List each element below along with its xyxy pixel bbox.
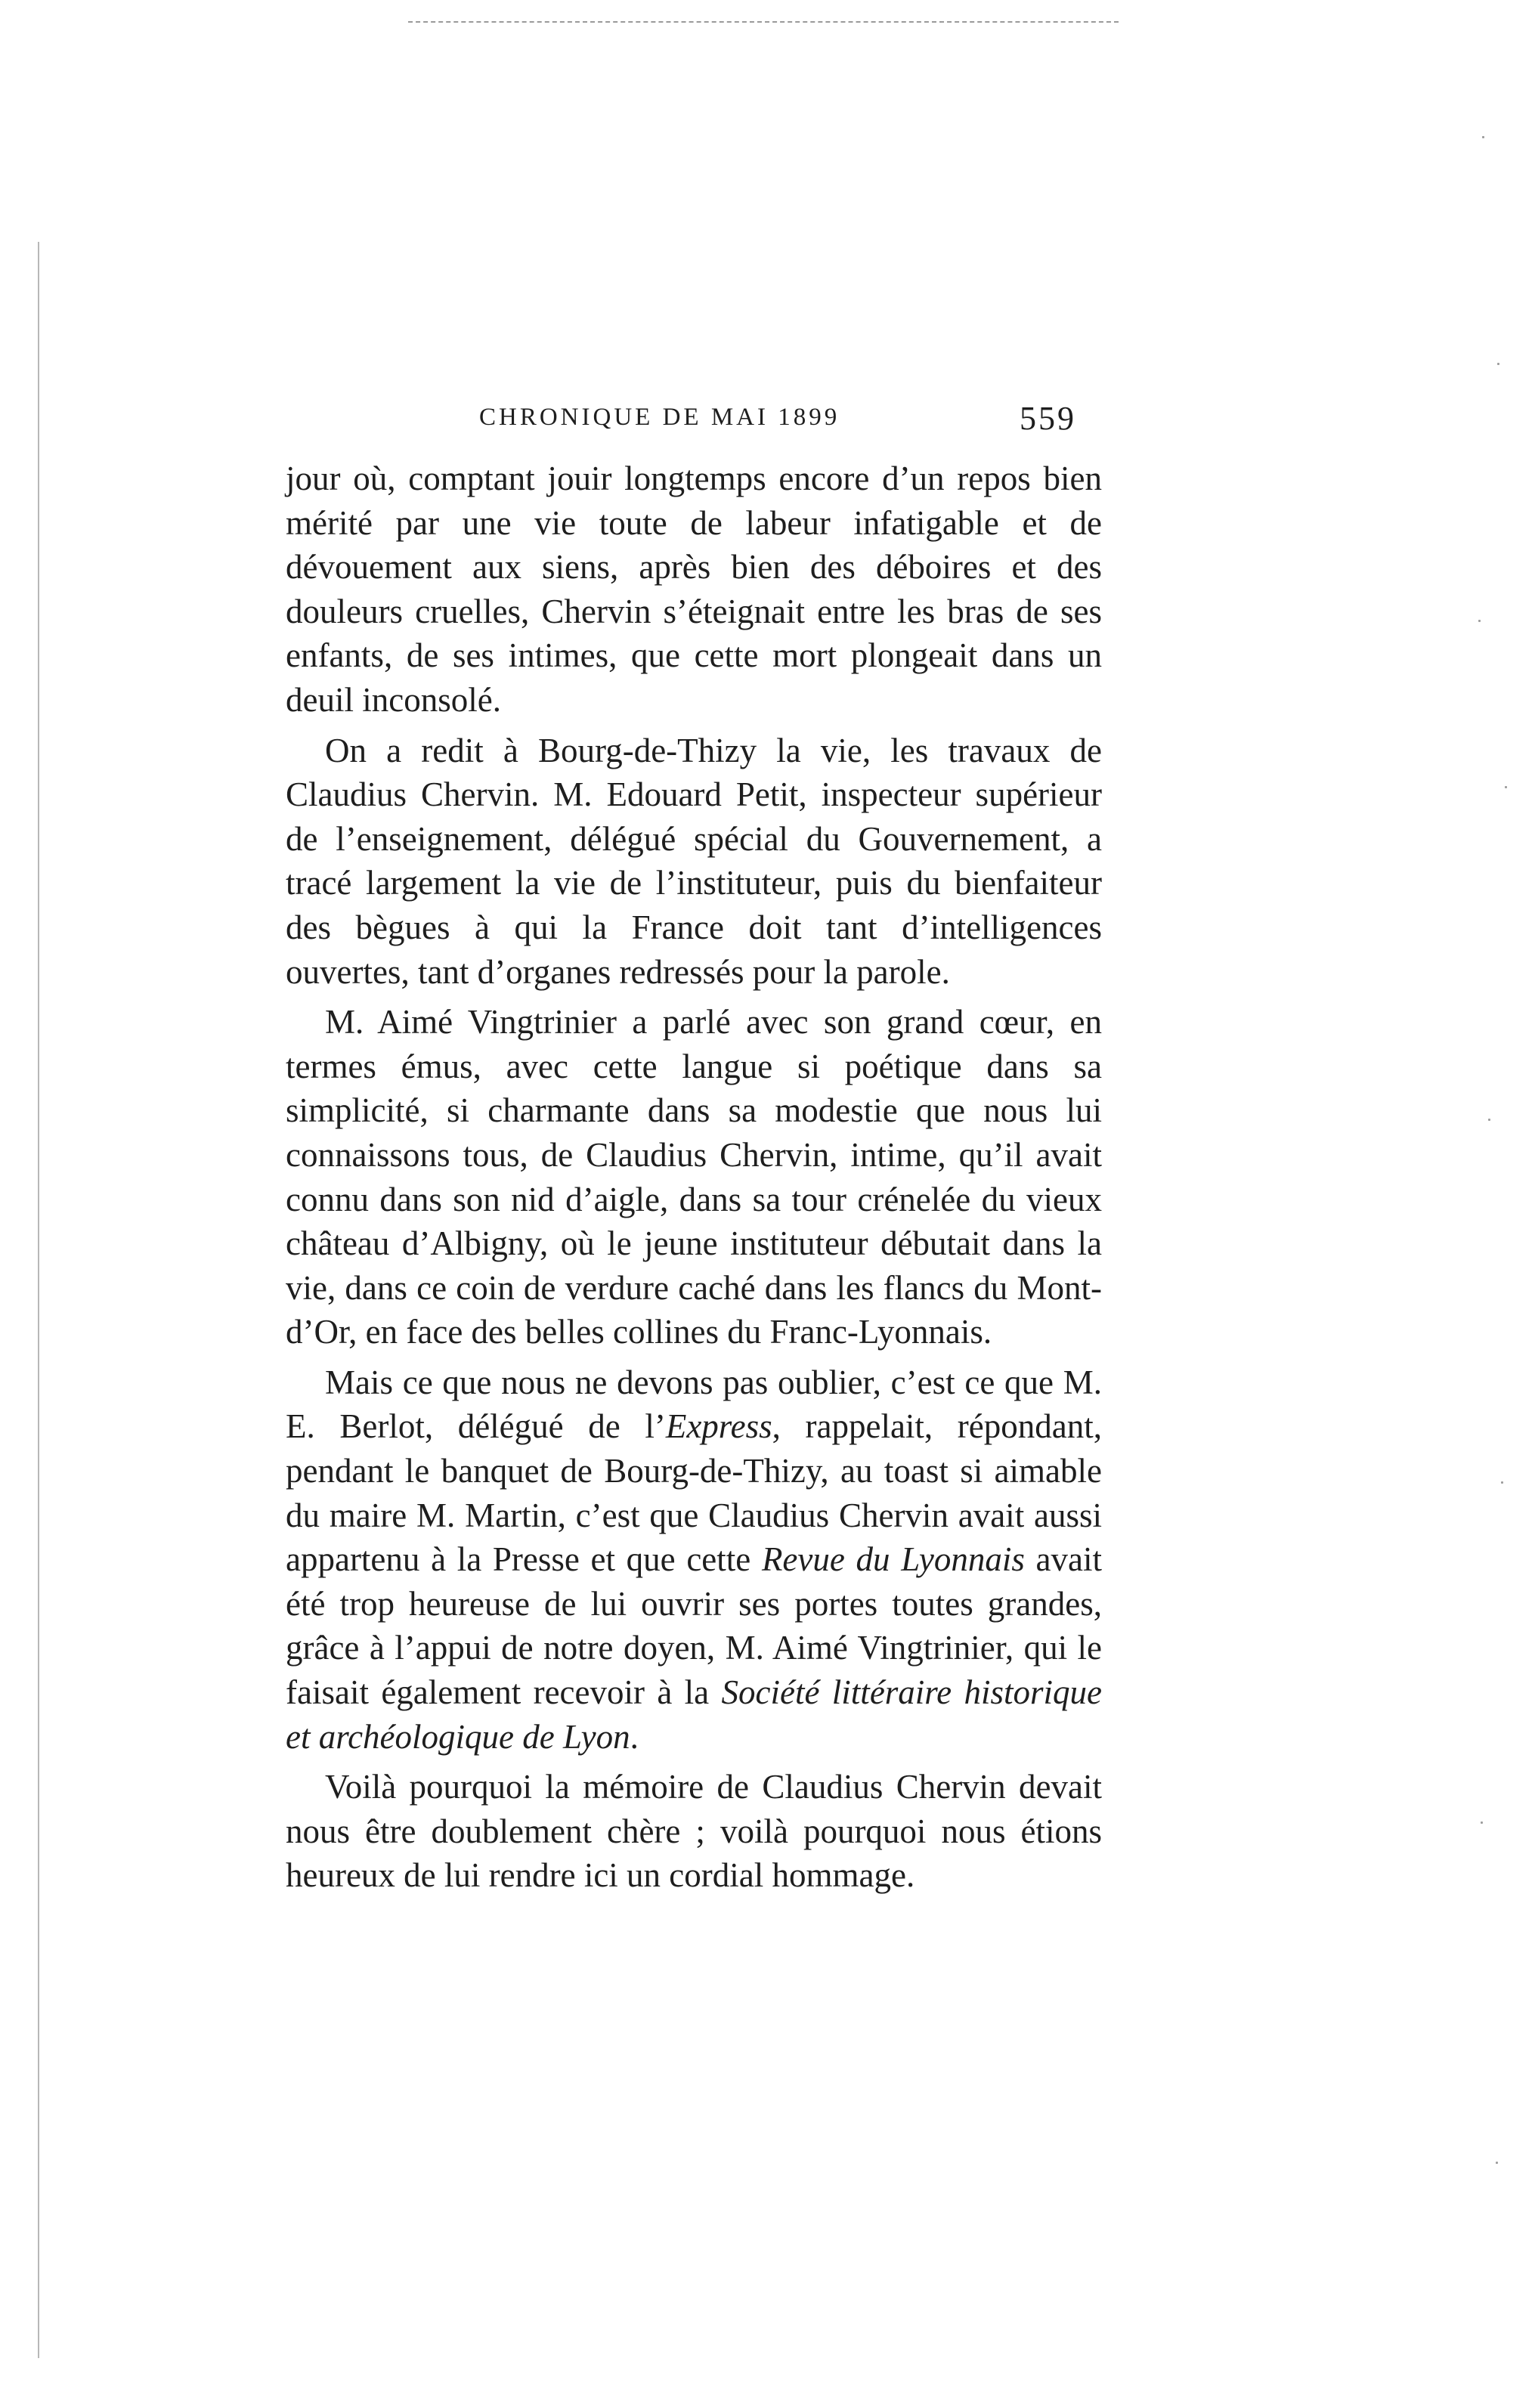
- running-title: CHRONIQUE DE MAI 1899: [479, 404, 840, 431]
- societe-litteraire-title: Société littéraire historique et archéologique de Lyon: [286, 1673, 1102, 1756]
- top-edge-rule: [408, 21, 1119, 23]
- scan-specks: [1475, 45, 1520, 2388]
- paragraph-4-text: Mais ce que nous ne devons pas oublier, c’est ce que M. E. Berlot, délégué de l’: [286, 1363, 1102, 1446]
- paragraph-3: M. Aimé Vingtrinier a parlé avec son grand cœur, en termes émus, avec cette langue si poétique dans sa simplicité, si charmante dans sa modestie que nous lui connaissons tous, de Claudius Chervin, intime, qu’il avait connu dans son nid d’aigle, dans sa tour crénelée du vieux château d’Albigny, où le jeune instituteur débutait dans la vie, dans ce coin de verdure caché dans les flancs du Mont-d’Or, en face des belles collines du Franc-Lyonnais.: [286, 1003, 1102, 1351]
- body-text: [286, 457, 1102, 1904]
- paragraph-2: On a redit à Bourg-de-Thizy la vie, les travaux de Claudius Chervin. M. Edouard Petit, inspecteur supérieur de l’enseignement, délégué spécial du Gouvernement, a tracé largement la vie de l’instituteur, puis du bienfaiteur des bègues à qui la France doit tant d’intelligences ouvertes, tant d’organes redressés pour la parole.: [286, 731, 1102, 991]
- paragraph-4-text: avait été trop heureuse de lui ouvrir ses portes toutes grandes, grâce à l’appui de notre doyen, M. Aimé Vingtrinier, qui le faisait également recevoir à la: [286, 1540, 1102, 1712]
- left-margin-rule: [38, 242, 39, 2358]
- paragraph-1: jour où, comptant jouir longtemps encore d’un repos bien mérité par une vie toute de labeur infatigable et de dévouement aux siens, après bien des déboires et des douleurs cruelles, Chervin s’éteignait entre les bras de ses enfants, de ses intimes, que cette mort plongeait dans un deuil inconsolé.: [286, 460, 1102, 719]
- paragraph-4: [286, 1360, 1102, 1759]
- paragraph-5: Voilà pourquoi la mémoire de Claudius Chervin devait nous être doublement chère ; voilà pourquoi nous étions heureux de lui rendre ici un cordial hommage.: [286, 1768, 1102, 1895]
- paragraph-4-text: .: [630, 1717, 639, 1756]
- running-head: [479, 399, 1076, 444]
- paragraph-4-text: , rappelait, répondant, pendant le banquet de Bourg-de-Thizy, au toast si aimable du maire M. Martin, c’est que Claudius Chervin avait aussi appartenu à la Presse et que cette: [286, 1407, 1102, 1579]
- page-number: 559: [1020, 400, 1076, 437]
- express-title: Express: [665, 1407, 772, 1446]
- revue-du-lyonnais-title: Revue du Lyonnais: [761, 1540, 1025, 1579]
